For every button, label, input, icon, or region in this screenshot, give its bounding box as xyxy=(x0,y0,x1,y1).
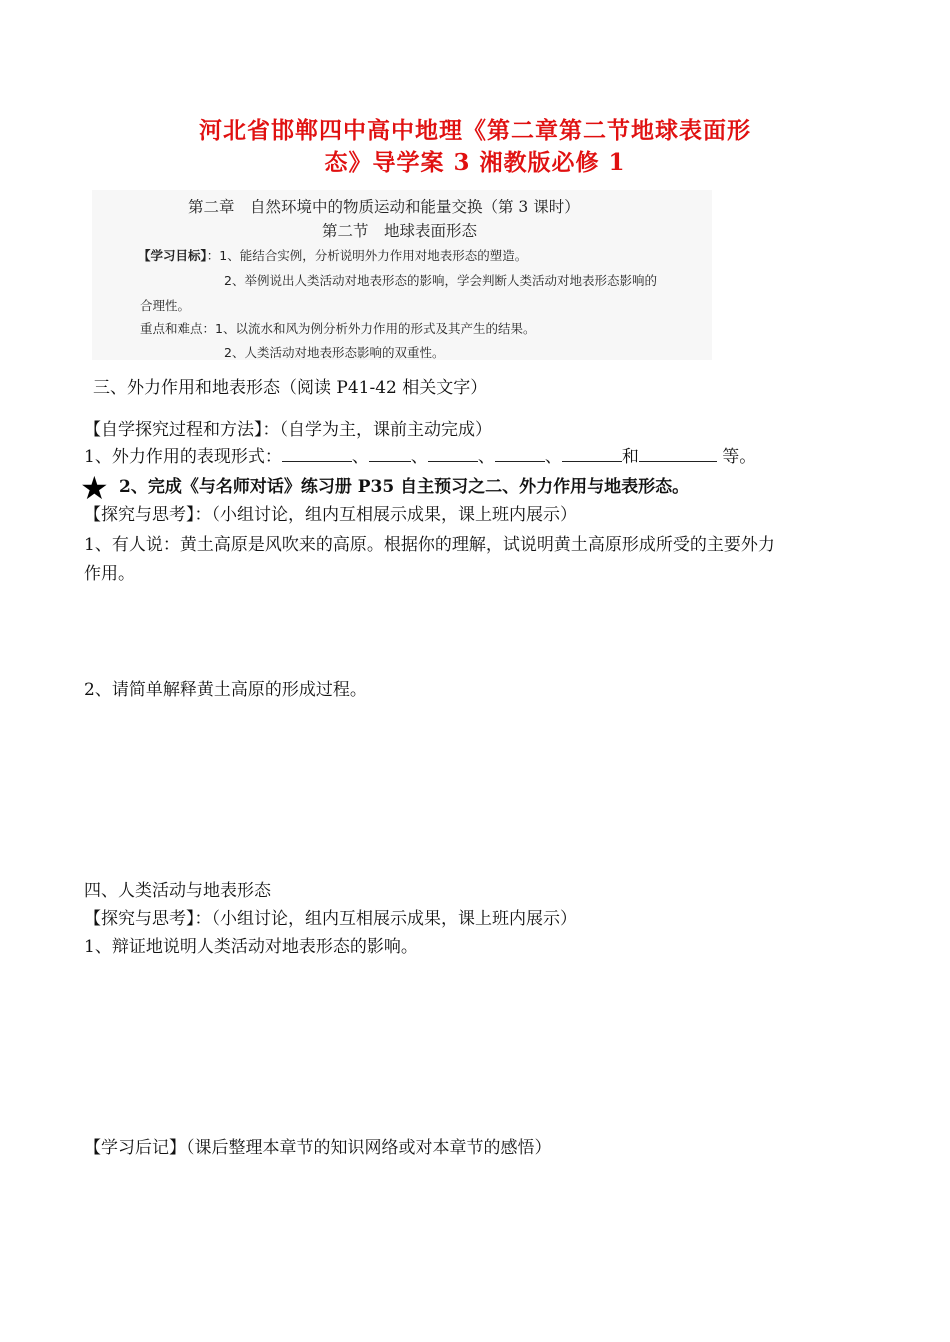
etc-word: 等。 xyxy=(722,447,757,467)
notes-row xyxy=(84,1133,552,1158)
separator: 、 xyxy=(351,447,369,467)
explore-row xyxy=(84,500,577,525)
blank-5[interactable] xyxy=(562,445,622,462)
notes-label: 【学习后记】 xyxy=(84,1138,186,1158)
explore-question-1-line2: 作用。 xyxy=(84,564,135,584)
separator: 、 xyxy=(410,447,428,467)
blank-2[interactable] xyxy=(369,445,411,462)
key-row-1 xyxy=(140,319,535,337)
document-title-line2: 态》导学案 3 湘教版必修 1 xyxy=(324,149,626,176)
notes-note: （课后整理本章节的知识网络或对本章节的感悟） xyxy=(186,1138,552,1158)
key-label: 重点和难点： xyxy=(140,321,216,336)
chapter-heading: 第二章 自然环境中的物质运动和能量交换（第 3 课时） xyxy=(188,198,580,216)
explore-question-2: 2、请简单解释黄土高原的形成过程。 xyxy=(84,680,367,700)
explore-2-note: ：（小组讨论，组内互相展示成果，课上班内展示） xyxy=(194,909,577,929)
section-3-heading: 三、外力作用和地表形态（阅读 P41-42 相关文字） xyxy=(93,378,488,398)
question-1-row xyxy=(84,442,756,467)
goal-2: 2、举例说出人类活动对地表形态的影响，学会判断人类活动对地表形态影响的 xyxy=(224,273,657,288)
separator: 、 xyxy=(477,447,495,467)
star-icon: ★ xyxy=(80,469,109,507)
separator: 、 xyxy=(544,447,562,467)
self-study-row xyxy=(84,415,492,440)
explore-note: ：（小组讨论，组内互相展示成果，课上班内展示） xyxy=(194,505,577,525)
key-2: 2、人类活动对地表形态影响的双重性。 xyxy=(224,345,445,360)
key-1: 1、以流水和风为例分析外力作用的形式及其产生的结果。 xyxy=(215,321,536,336)
explore-label: 【探究与思考】 xyxy=(84,505,195,525)
blank-6[interactable] xyxy=(639,445,717,462)
goals-label: 【学习目标】 xyxy=(138,248,207,263)
self-study-note: ：（自学为主，课前主动完成） xyxy=(262,420,492,440)
blank-3[interactable] xyxy=(428,445,478,462)
goals-row-1 xyxy=(138,246,527,264)
explore-2-row xyxy=(84,904,577,929)
section-heading: 第二节 地球表面形态 xyxy=(322,222,478,240)
human-question-1: 1、辩证地说明人类活动对地表形态的影响。 xyxy=(84,937,418,957)
blank-1[interactable] xyxy=(282,445,352,462)
and-word: 和 xyxy=(621,447,639,467)
self-study-label: 【自学探究过程和方法】 xyxy=(84,420,263,440)
goal-2-continued: 合理性。 xyxy=(140,298,191,313)
explore-2-label: 【探究与思考】 xyxy=(84,909,195,929)
section-4-heading: 四、人类活动与地表形态 xyxy=(84,881,271,901)
question-2: 2、完成《与名师对话》练习册 P35 自主预习之二、外力作用与地表形态。 xyxy=(119,477,690,497)
explore-question-1-line1: 1、有人说：黄土高原是风吹来的高原。根据你的理解，试说明黄土高原形成所受的主要外力 xyxy=(84,535,775,555)
question-1-prefix: 1、外力作用的表现形式： xyxy=(84,447,282,467)
document-title-line1: 河北省邯郸四中高中地理《第二章第二节地球表面形 xyxy=(199,117,751,144)
goal-1: ：1、能结合实例，分析说明外力作用对地表形态的塑造。 xyxy=(206,248,528,263)
blank-4[interactable] xyxy=(495,445,545,462)
